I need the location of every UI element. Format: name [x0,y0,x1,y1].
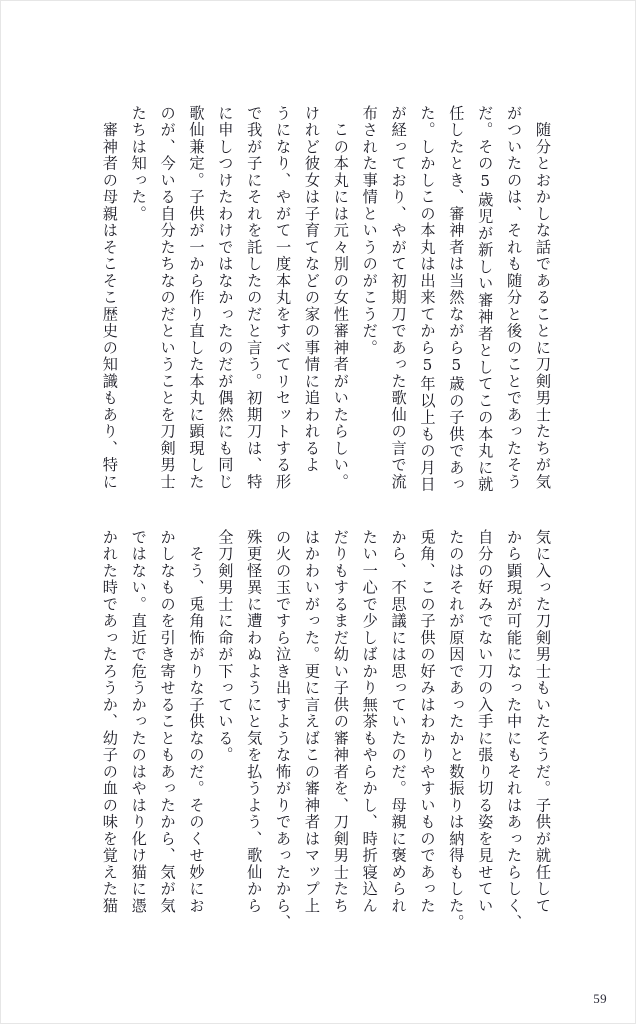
text-line: ではない。直近で危うかったのはやはり化け猫に憑 [129,529,148,915]
text-line: 気に入った刀剣男士もいたそうだ。子供が就任して [534,529,552,915]
text-line: 自分の好みでない刀の入手に張り切る姿を見せてい [476,529,495,915]
text-line: 全刀剣男士に命が下っている。 [216,529,235,764]
text-line: の火の玉ですら泣き出すような怖がりであったから、 [274,529,293,931]
text-line: 任したとき、審神者は当然ながら5歳の子供であっ [447,105,466,494]
text-line: から、不思議には思っていたのだ。母親に褒められ [389,529,408,915]
text-line: 審神者の母親はそこそこ歴史の知識もあり、特に [100,121,119,491]
text-line: 殊更怪異に遭わぬようにと気を払うよう、歌仙から [245,529,264,915]
text-line: 随分とおかしな話であることに刀剣男士たちが気 [534,121,552,491]
paragraph-block-upper [100,105,557,494]
text-line: で我が子にそれを託したのだと言う。初期刀は、特 [245,105,264,491]
text-line: だ。その5歳児が新しい審神者としてこの本丸に就 [476,105,495,494]
text-line: そう、兎角怖がりな子供なのだ。そのくせ妙にお [187,545,206,915]
text-line: 兎角、この子供の好みはわかりやすいものであった [418,529,437,915]
text-line: だりもするまだ幼い子供の審神者を、刀剣男士たち [331,529,350,915]
text-line: この本丸には元々別の女性審神者がいたらしい。 [331,121,350,491]
text-line: に申しつけたわけではなかったのだが偶然にも同じ [216,105,235,491]
text-line: かしなものを引き寄せることもあったから、気が気 [158,529,177,915]
text-line: たのはそれが原因であったかと数振りは納得もした。 [447,529,466,931]
text-line: かれた時であったろうか、幼子の血の味を覚えた猫 [100,529,119,915]
text-line: 布された事情というのがこうだ。 [360,105,379,357]
text-line: から顕現が可能になった中にもそれはあったらしく、 [505,529,524,931]
text-line: けれど彼女は子育てなどの家の事情に追われるよ [303,105,321,474]
text-line: 歌仙兼定。子供が一から作り直した本丸に顕現した [187,105,206,491]
text-line: のが、今いる自分たちなのだということを刀剣男士 [158,105,177,491]
text-line: た。しかしこの本丸は出来てから5年以上もの月日 [418,105,437,494]
page-number: 59 [593,991,607,1006]
text-line: がついたのは、それも随分と後のことであったそう [505,105,524,491]
text-line: たい一心で少しばかり無茶もやらかし、時折寝込ん [360,529,379,915]
text-line: たちは知った。 [129,105,148,223]
text-line: はかわいがった。更に言えばこの審神者はマップ上 [303,529,321,915]
text-line: が経っており、やがて初期刀であった歌仙の言で流 [389,105,408,491]
text-line: うになり、やがて一度本丸をすべてリセットする形 [274,105,293,491]
paragraph-block-lower [97,529,557,939]
